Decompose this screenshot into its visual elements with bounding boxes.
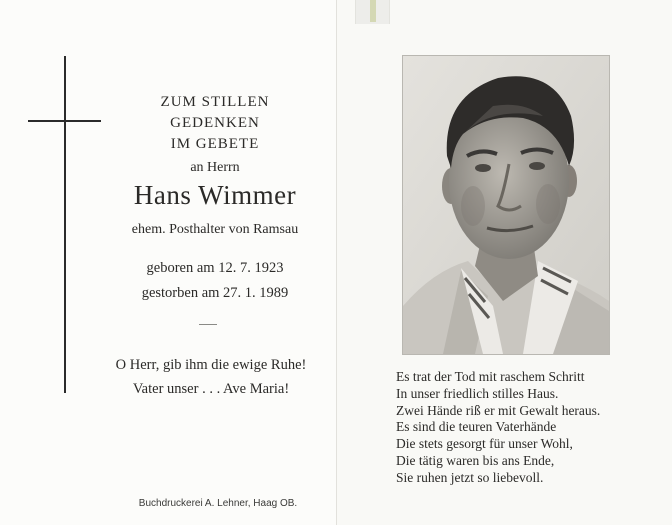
- heading-line-1: ZUM STILLEN: [160, 94, 270, 110]
- cross-vertical-bar: [64, 56, 66, 393]
- poem-line: Es sind die teuren Vaterhände: [396, 419, 557, 435]
- poem-line: Die tätig waren bis ans Ende,: [396, 452, 555, 468]
- heading-line-3: IM GEBETE: [170, 136, 260, 152]
- poem-line: Es trat der Tod mit raschem Schritt: [396, 369, 585, 384]
- poem-line: In unser friedlich stilles Haus.: [396, 385, 559, 401]
- portrait-illustration: [403, 56, 609, 354]
- divider: [199, 324, 217, 325]
- heading-line-2: GEDENKEN: [170, 115, 260, 131]
- salutation: an Herrn: [190, 160, 240, 175]
- portrait-photo: [402, 55, 610, 355]
- occupation: ehem. Posthalter von Ramsau: [131, 222, 299, 237]
- cross-horizontal-bar: [28, 120, 101, 122]
- tape-mark: [370, 0, 376, 22]
- deceased-name: Hans Wimmer: [133, 180, 297, 210]
- prayer-line-2: Vater unser . . . Ave Maria!: [132, 381, 290, 397]
- poem-line: Die stets gesorgt für unser Wohl,: [396, 436, 573, 452]
- prayer-line-1: O Herr, gib ihm die ewige Ruhe!: [115, 357, 307, 373]
- printer-credit: Buchdruckerei A. Lehner, Haag OB.: [138, 498, 298, 509]
- poem-line: Zwei Hände riß er mit Gewalt heraus.: [396, 402, 601, 418]
- birth-date: geboren am 12. 7. 1923: [146, 260, 284, 276]
- memorial-poem: [396, 369, 666, 487]
- death-date: gestorben am 27. 1. 1989: [141, 285, 289, 301]
- poem-line: Sie ruhen jetzt so liebevoll.: [396, 469, 544, 485]
